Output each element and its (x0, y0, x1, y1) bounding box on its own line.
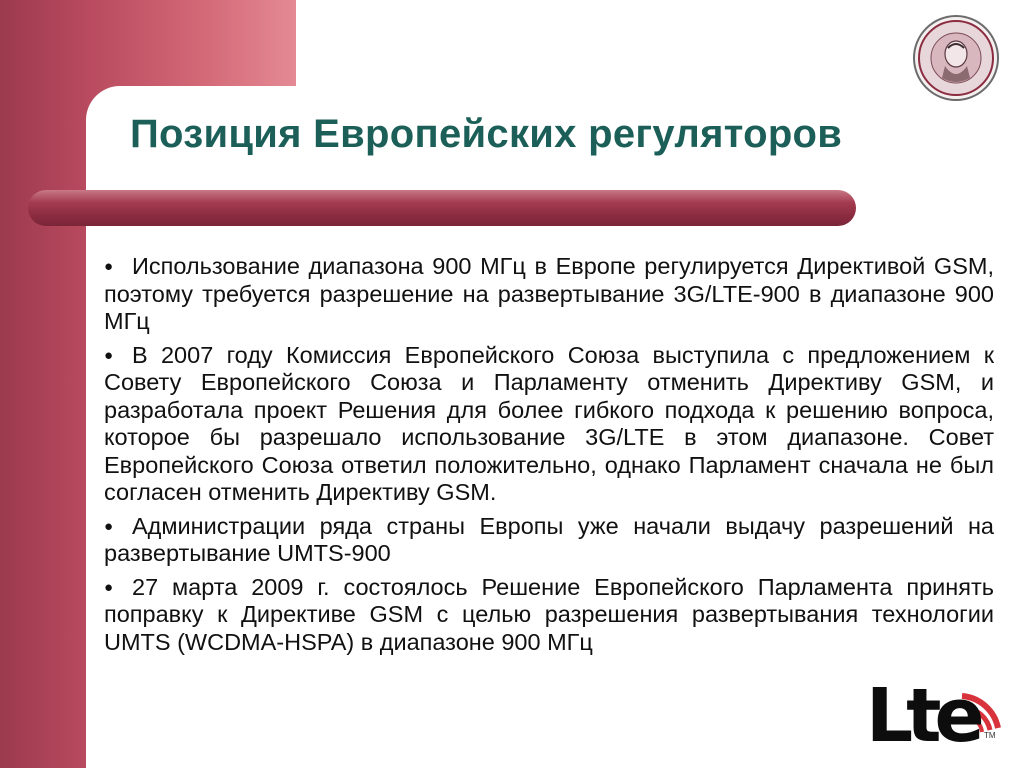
list-item-text: 27 марта 2009 г. состоялось Решение Европейского Парламента принять поправку к Директиве GSM с целью разрешения развертывания технологии UMTS (WCDMA-HSPA) в диапазоне 900 МГц (104, 573, 994, 655)
list-item-text: Администрации ряда страны Европы уже начали выдачу разрешений на развертывание UMTS-900 (104, 512, 994, 566)
title-divider-bar (28, 190, 856, 226)
list-item (104, 342, 994, 507)
list-item (104, 253, 994, 336)
list-item-text: В 2007 году Комиссия Европейского Союза выступила с предложением к Совету Европейского Союза и Парламенту отменить Директиву GSM, и разработала проект Решения для более гибкого подхода к решению вопроса, которое бы разрешало использование 3G/LTE в этом диапазоне. Совет Европейского Союза ответил положительно, однако Парламент сначала не был согласен отменить Директиву GSM. (104, 341, 994, 505)
list-item (104, 513, 994, 568)
bullet-icon: ● (104, 346, 114, 364)
slide-title: Позиция Европейских регуляторов (130, 112, 843, 156)
list-item (104, 574, 994, 657)
list-item-text: Использование диапазона 900 МГц в Европе регулируется Директивой GSM, поэтому требуется разрешение на развертывание 3G/LTE-900 в диапазоне 900 МГц (104, 253, 994, 334)
trademark-mark: TM (984, 731, 996, 740)
bullet-icon: ● (104, 517, 114, 535)
lte-logo: Lte (866, 673, 978, 759)
academy-seal-icon (912, 14, 1000, 102)
bullet-icon: ● (104, 578, 114, 596)
bullet-icon: ● (104, 258, 114, 275)
bullet-list (104, 253, 994, 662)
